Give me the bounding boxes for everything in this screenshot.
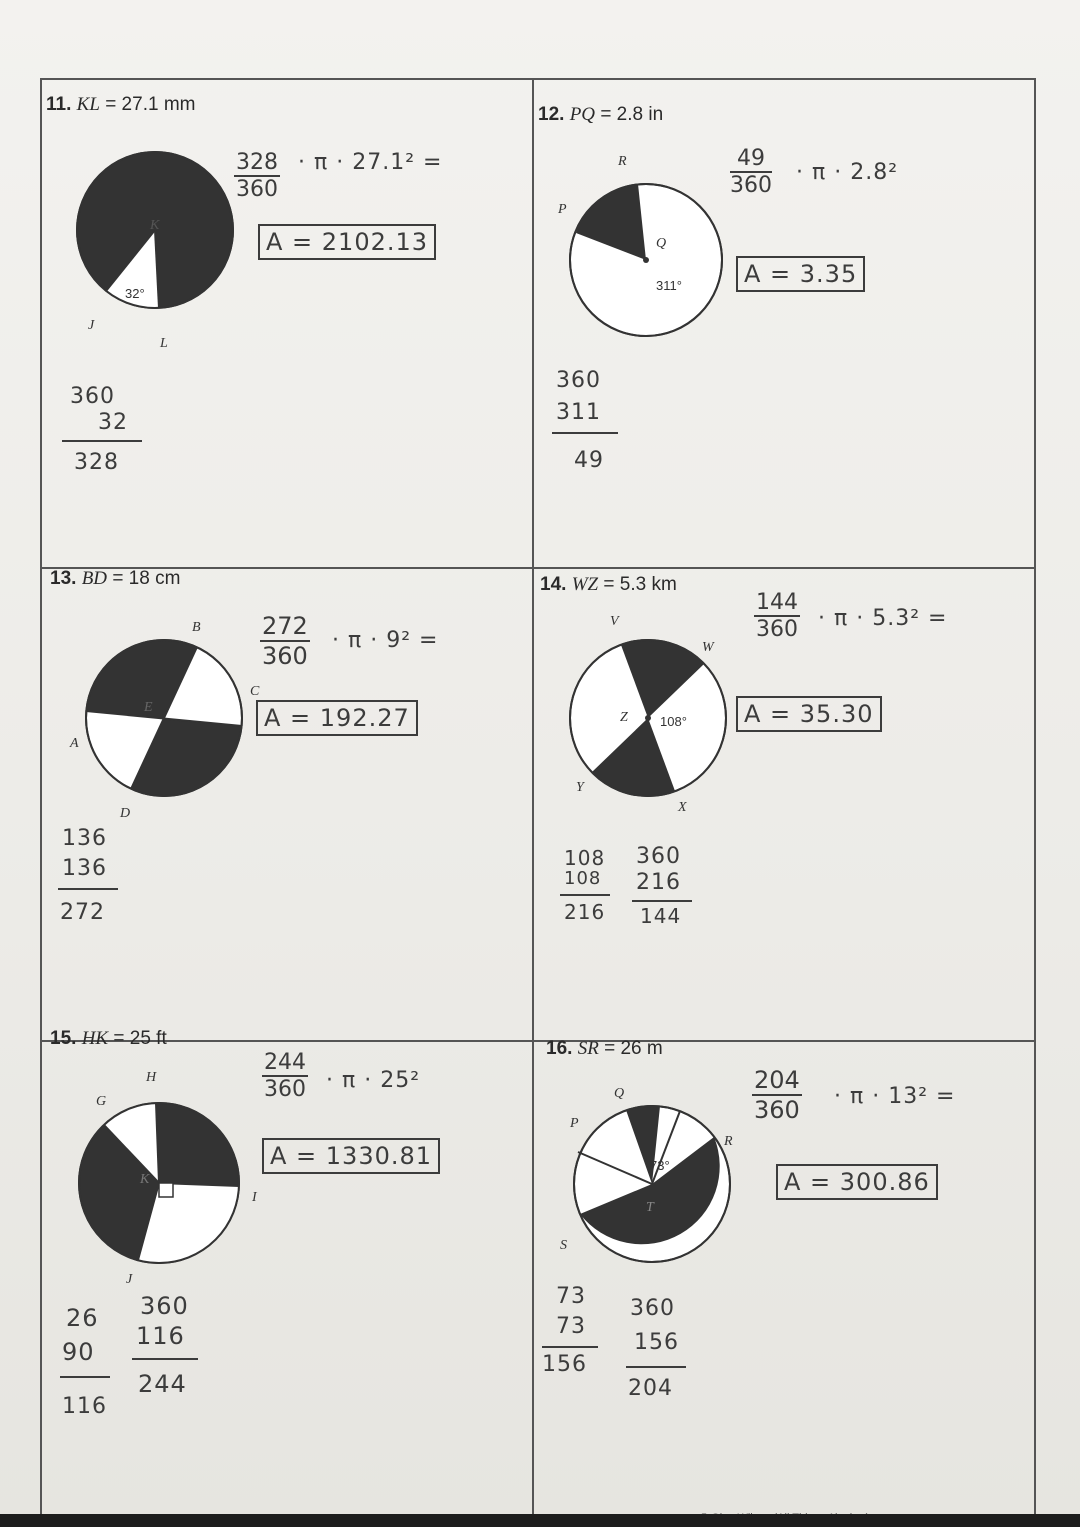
- point-label: I: [252, 1190, 257, 1205]
- work-subtraction-b: 32: [98, 410, 128, 435]
- point-label: R: [724, 1134, 733, 1149]
- problem-16-header: 16. SR = 26 m: [546, 1038, 663, 1059]
- problem-14-header: 14. WZ = 5.3 km: [540, 574, 677, 595]
- problem-15-circle: [74, 1098, 244, 1268]
- work-subtraction-c: 328: [74, 450, 119, 475]
- grid-divider-vertical: [532, 80, 534, 1516]
- problem-16-circle: [570, 1102, 734, 1266]
- work-expression: · π · 2.8²: [796, 160, 899, 185]
- point-label-center: Z: [620, 710, 628, 725]
- problem-13-circle: [82, 636, 246, 800]
- work-fraction: $\frac{272}{360}$: [262, 612, 308, 670]
- problem-11-header: [46, 94, 195, 116]
- given-value: = 27.1 mm: [105, 94, 196, 115]
- point-label: R: [618, 154, 627, 169]
- problem-14-circle: [566, 632, 730, 806]
- answer-box: A = 1330.81: [262, 1138, 440, 1174]
- point-label: V: [610, 614, 619, 629]
- work-rule: [62, 440, 142, 442]
- point-label: D: [120, 806, 131, 821]
- point-label: C: [250, 684, 260, 699]
- point-label: W: [702, 640, 714, 655]
- point-label: G: [96, 1094, 107, 1109]
- point-label: P: [570, 1116, 579, 1131]
- point-label: J: [88, 318, 95, 333]
- work-fraction: $\frac{204}{360}$: [754, 1066, 800, 1124]
- work-fraction: $\frac{49}{360}$: [730, 146, 772, 198]
- answer-box: A = 35.30: [736, 696, 882, 732]
- point-label: P: [558, 202, 567, 217]
- point-label: L: [160, 336, 168, 351]
- work-fraction: $\frac{328}{360}$: [236, 150, 278, 202]
- problem-15-header: 15. HK = 25 ft: [50, 1028, 167, 1049]
- angle-label: 311°: [656, 278, 682, 293]
- work-expression: · π · 25²: [326, 1068, 421, 1093]
- point-label: B: [192, 620, 201, 635]
- problem-12-circle: [564, 178, 728, 342]
- point-label-center: K: [140, 1172, 150, 1187]
- work-subtraction-a: 360: [70, 384, 115, 409]
- work-expression: · π · 9² =: [332, 628, 439, 653]
- point-label: S: [560, 1238, 567, 1253]
- work-expression: · π · 13² =: [834, 1084, 956, 1109]
- problem-13-header: 13. BD = 18 cm: [50, 568, 181, 589]
- angle-label: 32°: [125, 286, 145, 301]
- given-segment: KL: [76, 94, 100, 115]
- point-label-center: Q: [656, 236, 667, 251]
- point-label: H: [146, 1070, 157, 1085]
- grid-divider-row2: [42, 1040, 1034, 1042]
- work-fraction: $\frac{244}{360}$: [264, 1050, 306, 1102]
- point-label-center: K: [150, 218, 160, 233]
- page-bottom-shadow: [0, 1514, 1080, 1527]
- point-label-center: T: [646, 1200, 654, 1215]
- point-label-center: E: [144, 700, 153, 715]
- point-label: Y: [576, 780, 584, 795]
- work-fraction: $\frac{144}{360}$: [756, 590, 798, 642]
- problem-12-header: 12. PQ = 2.8 in: [538, 104, 664, 125]
- point-label: J: [126, 1272, 133, 1287]
- answer-box: A = 192.27: [256, 700, 418, 736]
- answer-box: A = 3.35: [736, 256, 865, 292]
- problem-number: 11.: [46, 94, 72, 115]
- grid-divider-row1: [42, 567, 1034, 569]
- point-label: A: [70, 736, 79, 751]
- angle-label: 108°: [660, 714, 687, 729]
- point-label: X: [678, 800, 687, 815]
- answer-box: A = 2102.13: [258, 224, 436, 260]
- work-expression: · π · 5.3² =: [818, 606, 948, 631]
- work-expression: · π · 27.1² =: [298, 150, 443, 175]
- point-label: Q: [614, 1086, 625, 1101]
- answer-box: A = 300.86: [776, 1164, 938, 1200]
- angle-label: 73°: [650, 1158, 670, 1173]
